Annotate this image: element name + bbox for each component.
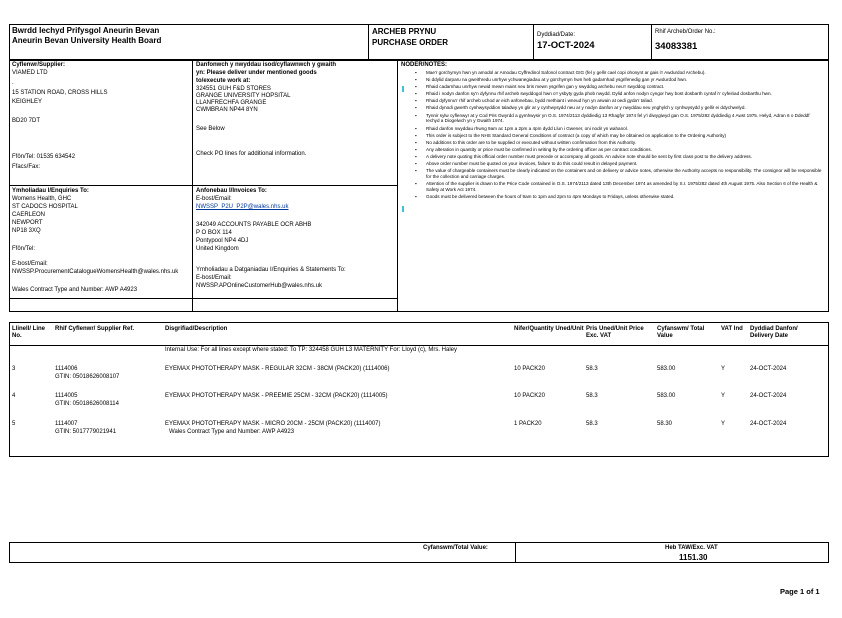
note-item: ▪ A delivery note quoting this official order number must precede or accompany all goods. An advice note should be sent by first class post to the delivery address. — [426, 154, 824, 160]
col-header-due: Dyddiad Danfon/ Delivery Date — [750, 326, 798, 339]
note-item: ▪ Rhaid cadarnhau unrhyw newid mewn maint neu bris mewn ysgrifen gan y swyddog archebu neu'r swyddog contract. — [426, 84, 824, 90]
row-quantity: 1 PACK20 — [514, 421, 542, 427]
statements-email-label: E-bost/Email: — [196, 275, 232, 281]
row-supplier-ref: 1114006 — [55, 366, 78, 372]
row-description: EYEMAX PHOTOTHERAPY MASK - PREEMIE 25CM - 32CM (PACK20) (1114005) — [165, 393, 388, 399]
row-description-extra: Wales Contract Type and Number: AWP A4923 — [169, 429, 295, 435]
row-delivery-date: 24-OCT-2024 — [750, 421, 787, 427]
info-hline — [9, 185, 398, 186]
doc-title-welsh: ARCHEB PRYNU — [372, 27, 437, 36]
note-item: ▪ Rhaid i nodyn danfon sy'n dyfynnu rhif archeb swyddogol hwn o'r ysbyty gyda phob nwydd. Dylid anfon nodyn cyngor hwy bost dosbarth cyntaf i'r cyfeiriad dosbarthu hwn. — [426, 91, 824, 97]
row-gtin: GTIN: 05018626008114 — [55, 401, 119, 407]
items-table — [9, 322, 829, 457]
delivery-label-3: to/execute work at: — [196, 78, 251, 84]
delivery-address-4: CWMBRAN NP44 8YN — [196, 107, 258, 113]
enquiries-line-2: ST CADOCS HOSPITAL — [12, 204, 78, 210]
date-label: Dyddiad/Date: — [537, 32, 576, 38]
row-delivery-date: 24-OCT-2024 — [750, 366, 787, 372]
notes-marker-1 — [402, 86, 404, 92]
row-line-no: 3 — [12, 366, 16, 372]
see-below: See Below — [196, 126, 225, 132]
note-item: ▪ Goods must be delivered between the hours of 9am to 1pm and 2pm to 4pm Mondays to Fridays, unless otherwise stated. — [426, 194, 824, 200]
supplier-label: Cyflenwr/Supplier: — [12, 62, 66, 68]
header-divider-2 — [533, 24, 534, 60]
delivery-address-3: LLANFRECHFA GRANGE — [196, 100, 267, 106]
date-value: 17-OCT-2024 — [537, 40, 595, 51]
row-quantity: 10 PACK20 — [514, 393, 545, 399]
note-item: ▪ Rhaid dynodi gwerth cynhwysyddion taladwy yn glir ar y cynhwysydd neu ar y nodyn danfon ar y nwyddau neu ynghylch y cynhwysydd y gellir ei ddychwelyd. — [426, 105, 824, 111]
row-vat: Y — [721, 393, 726, 399]
notes-marker-2 — [402, 206, 404, 212]
enquiries-line-5: NP18 3XQ — [12, 228, 41, 234]
row-vat: Y — [721, 421, 726, 427]
check-po-lines: Check PO lines for additional information. — [196, 151, 307, 157]
enquiries-label: Ymholiadau I/Enquiries To: — [12, 188, 89, 194]
note-item: ▪ Ni ddylid darparu na gweithredu unrhyw ychwanegiadau at y gorchymyn hwn heb gadarnhad ysgrifenedig gan yr Awdurdod hwn. — [426, 77, 824, 83]
note-item: ▪ Mae'r gorchymyn hwn yn amodol ar Amodau Cyffredinol Safonol contract GIG (fel y gellir cael copi ohonynt ar gais i'r Awdurdod Archebu). — [426, 70, 824, 76]
items-header-rule — [9, 345, 829, 346]
col-header-vat: VAT Ind — [721, 326, 743, 332]
col-header-desc: Disgrifiad/Description — [165, 326, 228, 332]
excl-vat-label: Heb TAW/Exc. VAT — [665, 545, 718, 551]
delivery-label-1: Danfonwch y nwyddau isod/cyflawnwch y gwaith — [196, 62, 337, 68]
col-header-ref: Rhif Cyflenwr/ Supplier Ref. — [55, 326, 135, 332]
row-gtin: GTIN: 5017779021941 — [55, 429, 117, 435]
internal-use-note: Internal Use: For all lines except where stated: To TP: 324458 GUH L3 MATERNITY For: Lloyd (c), Mrs. Haley — [165, 347, 458, 353]
order-no-value: 34083381 — [655, 41, 698, 52]
invoices-address-1: 342049 ACCOUNTS PAYABLE OCR ABHB — [196, 222, 312, 228]
delivery-address-1: 324551 GUH F&D STORES — [196, 86, 271, 92]
row-description: EYEMAX PHOTOTHERAPY MASK - REGULAR 32CM - 38CM (PACK20) (1114006) — [165, 366, 390, 372]
row-total: 58.30 — [657, 421, 673, 427]
supplier-line-2: . — [12, 80, 14, 86]
delivery-address-2: GRANGE UNIVERSITY HOPSITAL — [196, 93, 291, 99]
doc-title-english: PURCHASE ORDER — [372, 38, 449, 47]
info-hline-bottom — [9, 298, 398, 299]
note-item: ▪ The value of chargeable containers must be clearly indicated on the containers and on delivery or advice notes, otherwise the Authority accepts no responsibility. The consignor will be responsible for the collection and carriage charges. — [426, 168, 824, 180]
row-unit-price: 58.3 — [586, 393, 598, 399]
supplier-line-6: BD20 7DT — [12, 118, 41, 124]
notes-list — [410, 70, 824, 200]
info-divider-b — [397, 60, 398, 312]
enquiries-line-3: CAERLEON — [12, 212, 46, 218]
order-no-label: Rhif Archeb/Order No.: — [655, 29, 716, 35]
note-item: ▪ Tynnir sylw cyflenwyr at y Cod Pris Gwyrdd a gymhwysir yn O.S. 1974/2113 dyddiedig 13 Rhagfyr 1974 fel y'i diwygiwyd gan O.S. 1975/282 dyddiedig 4 Awst 1975. Helyd, Adran 6 o Ddeddf Iechyd a Diogelwch yn y Gwaith 1974. — [426, 113, 824, 125]
supplier-line-3: 15 STATION ROAD, CROSS HILLS — [12, 90, 108, 96]
page-number: Page 1 of 1 — [780, 587, 820, 596]
row-quantity: 10 PACK20 — [514, 366, 545, 372]
note-item: ▪ Above order number must be quoted on your invoices, failure to do this could result in delayed payment. — [426, 161, 824, 167]
org-name-welsh: Bwrdd Iechyd Prifysgol Aneurin Bevan — [12, 26, 160, 35]
enquiries-email-label: E-bost/Email: — [12, 261, 48, 267]
notes-label: NODER/NOTES: — [401, 62, 448, 68]
row-description: EYEMAX PHOTOTHERAPY MASK - MICRO 20CM - 25CM (PACK20) (1114007) — [165, 421, 381, 427]
col-header-price: Pris Uned/Unit Price Exc. VAT — [586, 326, 644, 339]
row-unit-price: 58.3 — [586, 366, 598, 372]
enquiries-line-1: Womens Health, GHC — [12, 196, 72, 202]
supplier-fax: Ffacs/Fax: — [12, 164, 41, 170]
invoices-address-3: Pontypool NP4 4DJ — [196, 238, 249, 244]
note-item: ▪ No additions to this order are to be supplied or executed without written confirmation from this Authority. — [426, 140, 824, 146]
org-name-english: Aneurin Bevan University Health Board — [12, 36, 162, 45]
row-line-no: 4 — [12, 393, 16, 399]
supplier-line-4: KEIGHLEY — [12, 99, 43, 105]
invoices-address-4: United Kingdom — [196, 246, 239, 252]
invoices-label: Anfonebau I/Invoices To: — [196, 188, 267, 194]
enquiries-line-4: NEWPORT — [12, 220, 43, 226]
row-line-no: 5 — [12, 421, 16, 427]
enquiries-contract: Wales Contract Type and Number: AWP A4923 — [12, 287, 138, 293]
supplier-line-1: VIAMED LTD — [12, 70, 48, 76]
row-total: 583.00 — [657, 366, 676, 372]
statements-email-link[interactable]: NWSSP.APOnlineCustomerHub@wales.nhs.uk — [196, 283, 323, 289]
statements-label: Ymholiadau a Datganiadau I/Enquiries & Statements To: — [196, 267, 346, 273]
header-divider-3 — [651, 24, 652, 60]
invoices-address-2: P O BOX 114 — [196, 230, 232, 236]
totals-divider — [515, 542, 516, 563]
invoices-email-link[interactable]: NWSSP_P2U_P2P@wales.nhs.uk — [196, 204, 289, 210]
delivery-label-2: yn: Please deliver under mentioned goods — [196, 70, 317, 76]
supplier-phone: Ffôn/Tel: 01535 634542 — [12, 154, 76, 160]
total-value: 1151.30 — [679, 553, 708, 562]
note-item: ▪ This order is subject to the NHS Standard General Conditions of contract (a copy of which may be obtained on application to the Ordering Authority) — [426, 133, 824, 139]
info-divider-a — [192, 60, 193, 312]
notes-list-box — [410, 70, 824, 201]
enquiries-phone: Ffôn/Tel: — [12, 246, 36, 252]
note-item: ▪ Rhaid danfon nwyddau rhwng 9am ac 1pm a 2pm a 4pm dydd Llun i Gwener, oni nodir yn wahanol. — [426, 126, 824, 132]
total-value-label: Cyfanswm/Total Value: — [423, 545, 488, 551]
row-total: 583.00 — [657, 393, 676, 399]
row-gtin: GTIN: 05018626008107 — [55, 374, 120, 380]
row-supplier-ref: 1114007 — [55, 421, 78, 427]
col-header-qty: Nifer/Quantity Uned/Unit — [514, 326, 584, 332]
row-vat: Y — [721, 366, 726, 372]
enquiries-email-link[interactable]: NWSSP.ProcurementCatalogueWomensHealth@wales.nhs.uk — [12, 269, 179, 275]
row-supplier-ref: 1114005 — [55, 393, 78, 399]
col-header-line: Llinell/ Line No. — [12, 326, 46, 339]
header-divider-1 — [368, 24, 369, 60]
note-item: ▪ Rhaid dyfynnu'r rhif archeb uchod ar eich anfonebau, bydd methiant i wneud hyn yn arwain at oedi gyda'r taliad. — [426, 98, 824, 104]
col-header-total: Cyfanswm/ Total Value — [657, 326, 705, 339]
row-delivery-date: 24-OCT-2024 — [750, 393, 787, 399]
row-unit-price: 58.3 — [586, 421, 598, 427]
note-item: ▪ Any alteration in quantity or price must be confirmed in writing by the ordering officer as per contract conditions. — [426, 147, 824, 153]
invoices-email-label: E-bost/Email: — [196, 196, 232, 202]
note-item: ▪ Attention of the supplier is drawn to the Price Code contained in O.S. 1974/2113 dated 13th December 1974 as amended by S.I. 1975/282 dated 4th August 1975. Also Section 6 of the Health & Safety at Work Act 1974. — [426, 181, 824, 193]
